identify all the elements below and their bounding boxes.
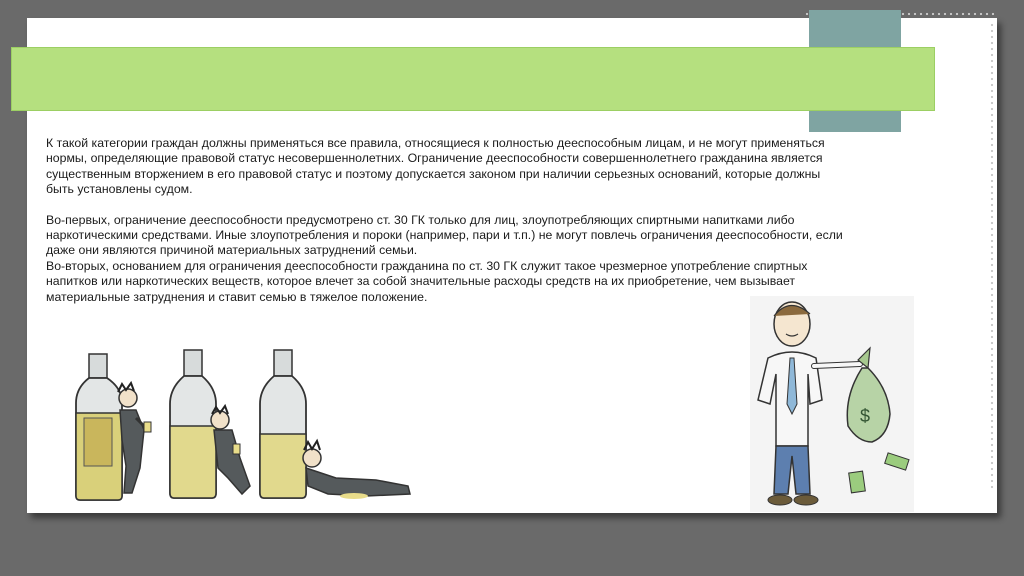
paragraph-2: Во-первых, ограничение дееспособности предусмотрено ст. 30 ГК только для лиц, злоупотребляющих спиртными напитками либо наркотическими средствами. Иные злоупотребления и пороки (например, пари и т.п.) не могут повлечь ограничения дееспособности, если даже они являются причиной материальных затруднений семьи. bbox=[46, 212, 843, 258]
bottle-icon bbox=[76, 354, 122, 500]
bottle-icon bbox=[260, 350, 306, 498]
man-icon bbox=[758, 302, 860, 505]
bottle-icon bbox=[170, 350, 216, 498]
drunk-man-icon bbox=[118, 383, 151, 493]
title-banner bbox=[11, 47, 935, 111]
paragraph-1: К такой категории граждан должны применяться все правила, относящиеся к полностью дееспособным лицам, и не могут применяться нормы, определяющие правовой статус несовершеннолетних. Ограничение дееспособности совершеннолетнего гражданина является существенным вторжением в его правовой статус и поэтому допускается законом при наличии серьезных оснований, которые должны быть установлены судом. bbox=[46, 136, 825, 197]
money-man-illustration bbox=[750, 296, 914, 512]
banknote-icon bbox=[849, 453, 909, 493]
decorative-dots-right bbox=[990, 22, 994, 492]
svg-text:$: $ bbox=[860, 406, 871, 426]
body-text bbox=[46, 136, 846, 305]
lying-man-icon bbox=[303, 441, 410, 499]
bottles-illustration bbox=[36, 318, 426, 510]
paragraph-3: Во-вторых, основанием для ограничения дееспособности гражданина по ст. 30 ГК служит такое чрезмерное употребление спиртных напитков или наркотических веществ, которое влечет за собой значительные расходы средств на их приобретение, чем вызывает материальные затруднения и ставит семью в тяжелое положение. bbox=[46, 258, 808, 304]
